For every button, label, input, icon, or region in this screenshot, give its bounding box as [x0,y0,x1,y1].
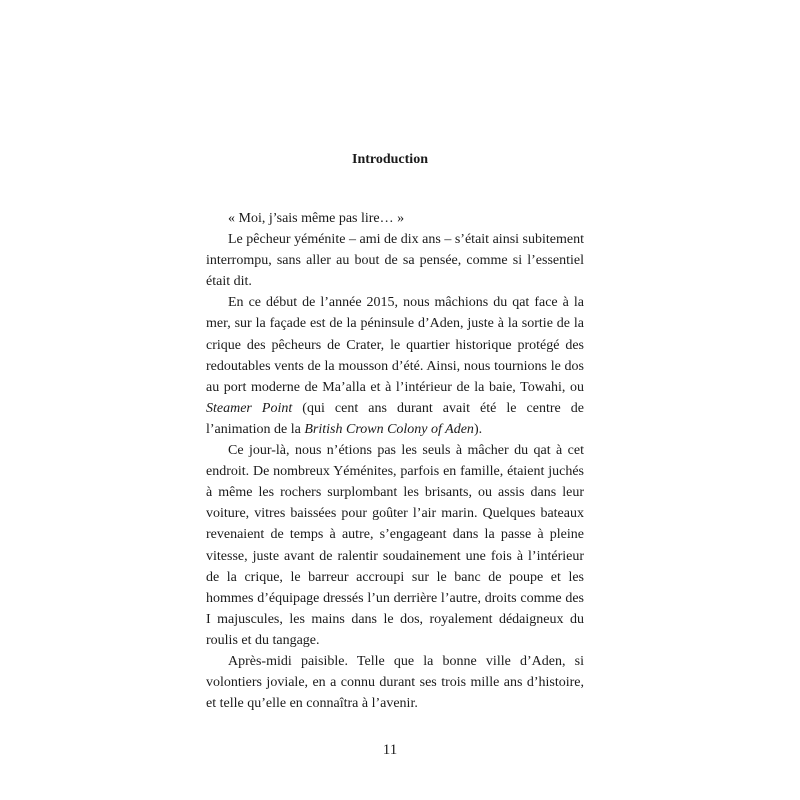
page-number: 11 [382,742,398,758]
paragraph-aden-text-2: (qui cent ans durant avait été le centre de l’animation de la [206,400,584,437]
chapter-title: Introduction [352,152,428,167]
paragraph-aden [206,292,584,440]
paragraph-qat-day: Ce jour-là, nous n’étions pas les seuls à mâcher du qat à cet endroit. De nombreux Yéménites, parfois en famille, étaient juchés à même les rochers surplombant les brisants, ou assis dans leur voiture, vitres baissées pour goûter l’air marin. Quelques bateaux revenaient de temps à autre, s’engageant dans la passe à pleine vitesse, juste avant de ralentir soudainement une fois à l’intérieur de la crique, le barreur accroupi sur le banc de poupe et les hommes d’équipage dressés l’un derrière l’autre, droits comme des I majuscules, les mains dans le dos, royalement dédaigneux du roulis et du tangage. [206,443,584,648]
paragraph-aden-text-1: En ce début de l’année 2015, nous mâchions du qat face à la mer, sur la façade est de la péninsule d’Aden, juste à la sortie de la crique des pêcheurs de Crater, le quartier historique protégé des redoutables vents de la mousson d’été. Ainsi, nous tournions le dos au port moderne de Ma’alla et à l’intérieur de la baie, Towahi, ou [206,295,584,395]
paragraph-aden-text-3: ). [473,421,483,437]
paragraph-fisherman: Le pêcheur yéménite – ami de dix ans – s’était ainsi subitement interrompu, sans aller au bout de sa pensée, comme si l’essentiel était dit. [206,232,584,290]
italic-british-crown-colony: British Crown Colony of Aden [304,421,474,437]
paragraph-afternoon: Après-midi paisible. Telle que la bonne ville d’Aden, si volontiers joviale, en a connu durant ses trois mille ans d’histoire, et telle qu’elle en connaîtra à l’avenir. [206,653,584,712]
paragraph-quote: « Moi, j’sais même pas lire… » [228,211,405,226]
italic-steamer-point: Steamer Point [206,400,293,416]
body-text [206,208,584,714]
